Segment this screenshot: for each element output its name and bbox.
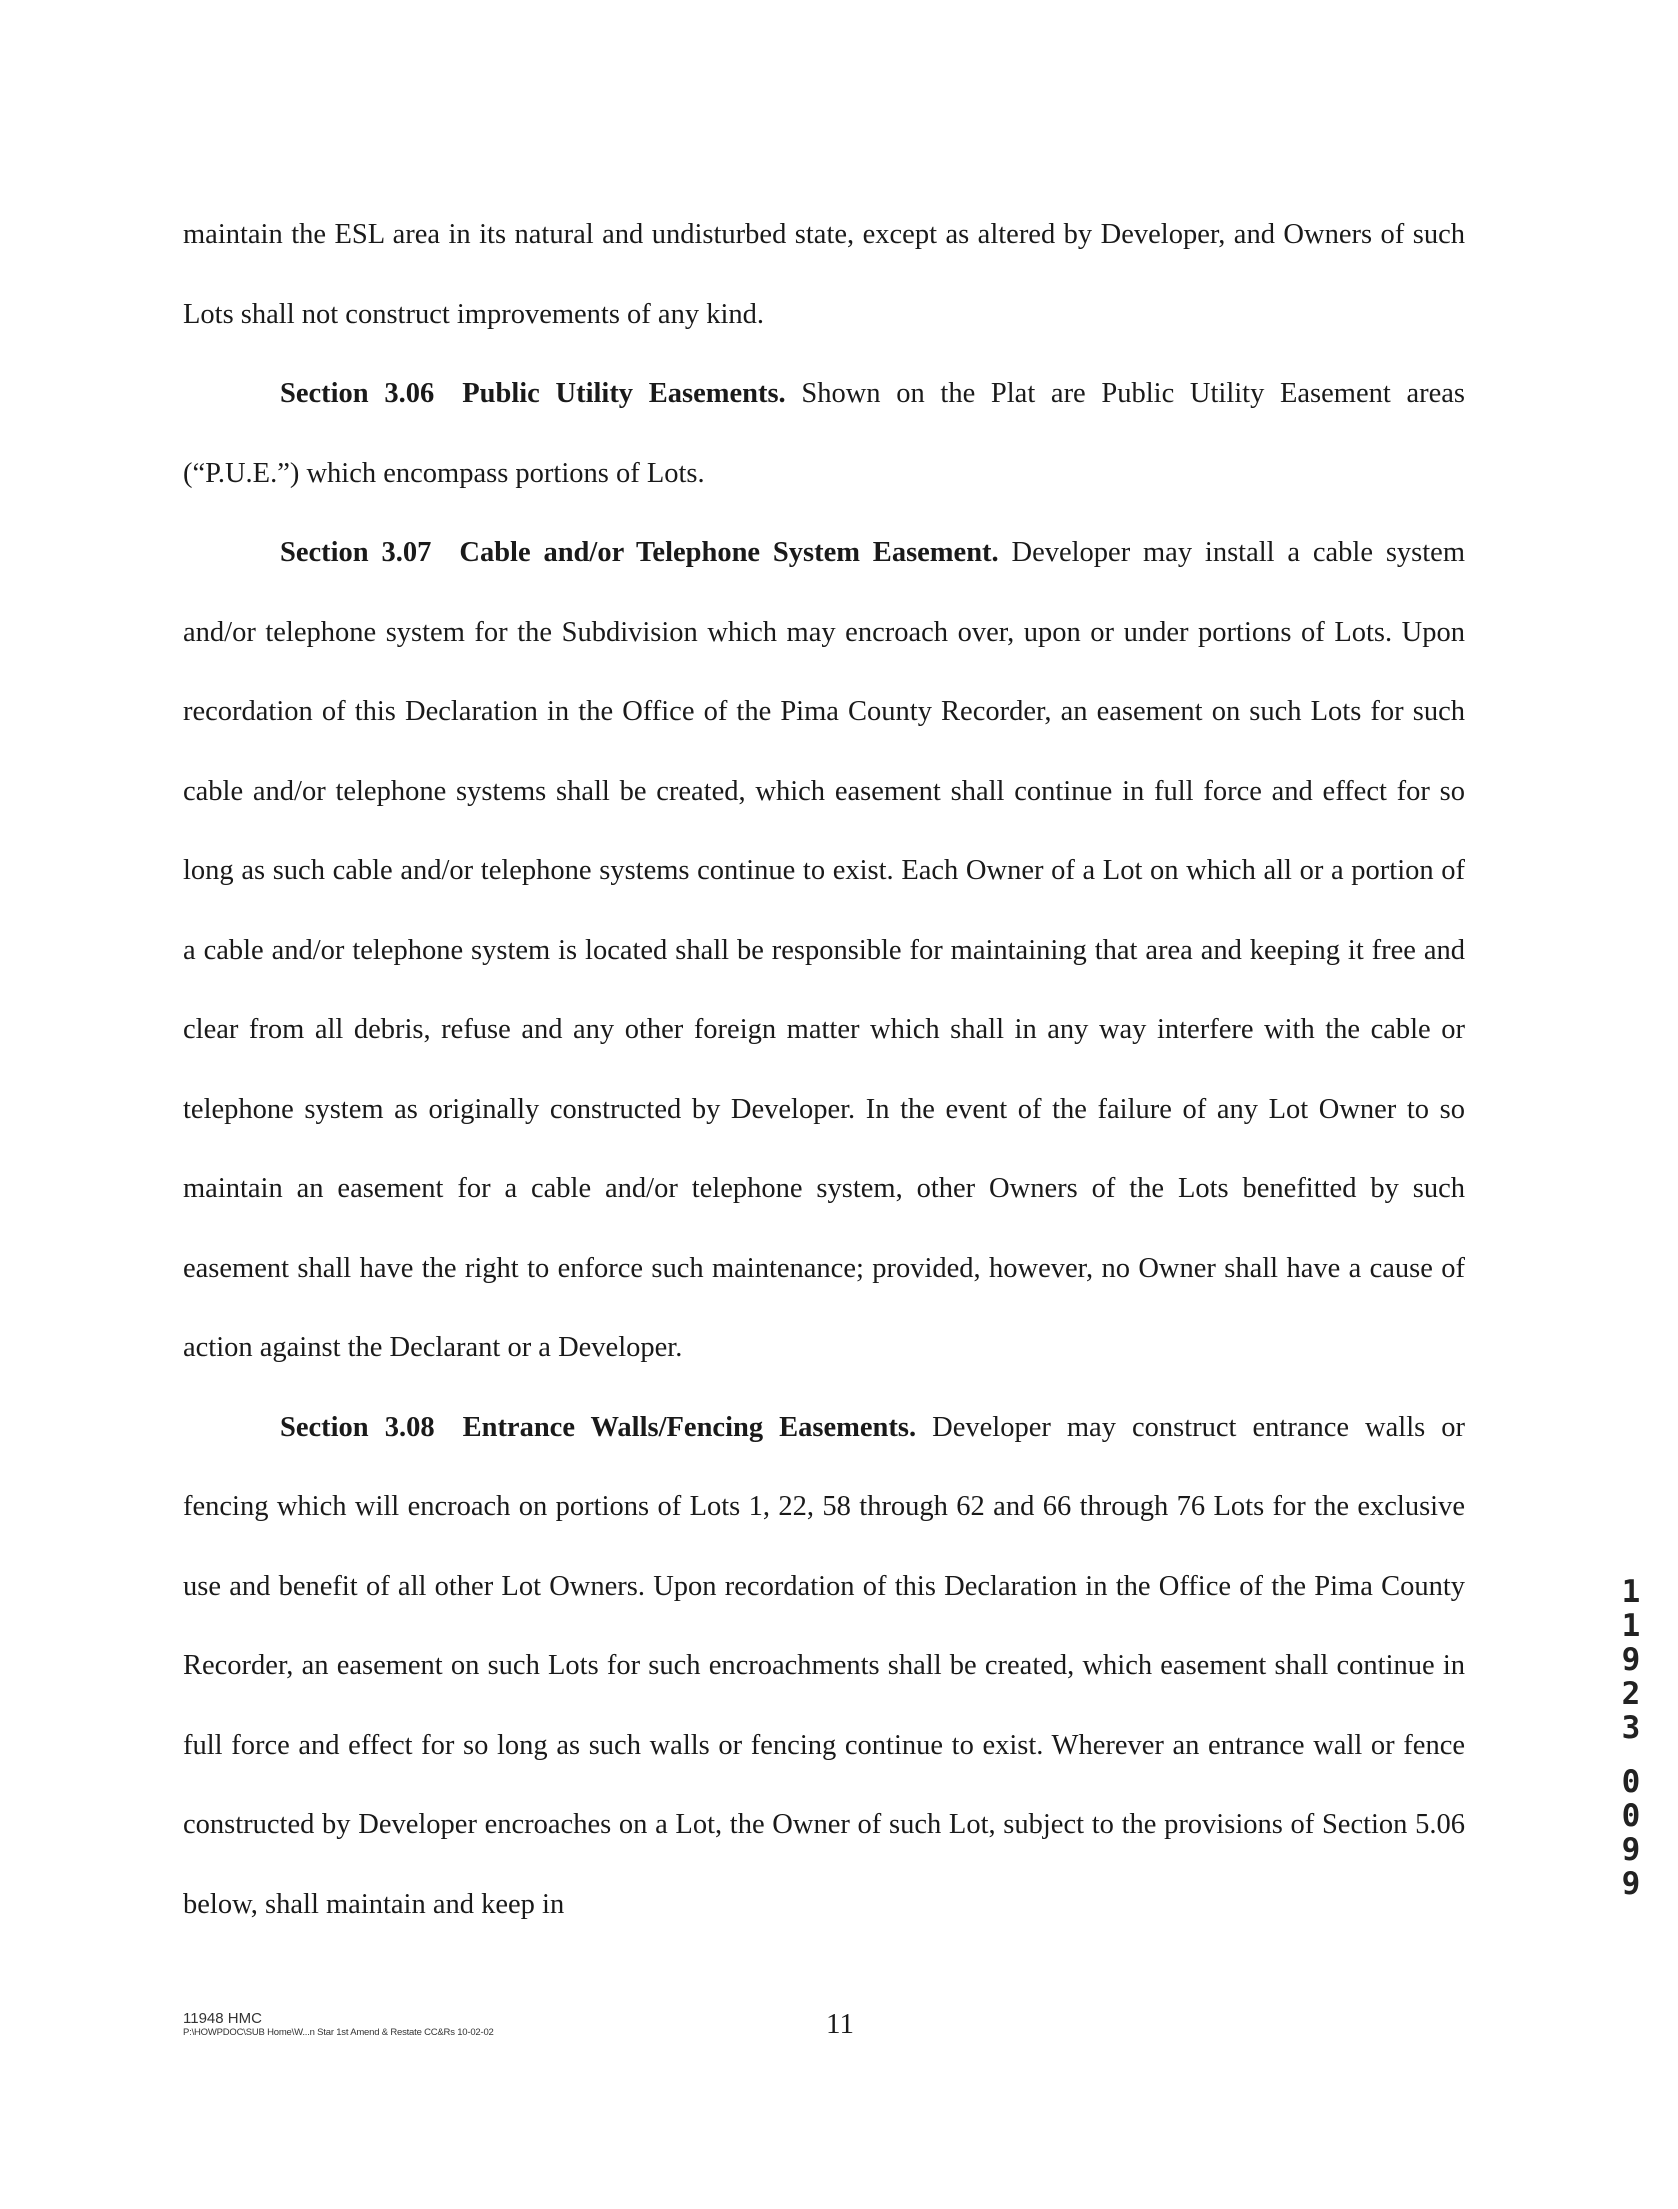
- stamp-digit: 3: [1621, 1710, 1641, 1746]
- stamp-digit: 9: [1621, 1866, 1641, 1902]
- section-title: Entrance Walls/Fencing Easements.: [462, 1411, 917, 1443]
- section-text: Shown on the Plat are Public Utility Easement areas (“P.U.E.”) which encompass portions of Lots.: [183, 378, 1465, 489]
- section-title: Cable and/or Telephone System Easement.: [459, 537, 999, 568]
- stamp-gap: [1614, 1745, 1648, 1765]
- section-3-08: [183, 1388, 1465, 1945]
- document-body: [183, 195, 1465, 1944]
- footer-file-path: P:\HOWPDOC\SUB Home\W...n Star 1st Amend & Restate CC&Rs 10-02-02: [183, 2027, 494, 2038]
- section-text: Developer may construct entrance walls or fencing which will encroach on portions of Lots 1, 22, 58 through 62 and 66 through 76 Lots for the exclusive use and benefit of all other Lot Owners. Upon recordation of this Declaration in the Office of the Pima County Recorder, an easement on such Lots for such encroachments shall be created, which easement shall continue in full force and effect for so long as such walls or fencing continue to exist. Wherever an entrance wall or fence constructed by Developer encroaches on a Lot, the Owner of such Lot, subject to the provisions of Section 5.06 below, shall maintain and keep in: [183, 1411, 1465, 1920]
- section-number: Section 3.06: [280, 378, 435, 409]
- section-title: Public Utility Easements.: [462, 378, 786, 409]
- stamp-digit: 0: [1621, 1798, 1641, 1834]
- section-3-06: [183, 354, 1465, 513]
- section-number: Section 3.08: [280, 1411, 435, 1443]
- paragraph-text: maintain the ESL area in its natural and undisturbed state, except as altered by Developer, and Owners of such Lots shall not construct improvements of any kind.: [183, 219, 1465, 330]
- stamp-digit: 9: [1621, 1832, 1641, 1868]
- section-text: Developer may install a cable system and/or telephone system for the Subdivision which may encroach over, upon or under portions of Lots. Upon recordation of this Declaration in the Office of the Pima County Recorder, an easement on such Lots for such cable and/or telephone systems shall be created, which easement shall continue in full force and effect for so long as such cable and/or telephone systems continue to exist. Each Owner of a Lot on which all or a portion of a cable and/or telephone system is located shall be responsible for maintaining that area and keeping it free and clear from all debris, refuse and any other foreign matter which shall in any way interfere with the cable or telephone system as originally constructed by Developer. In the event of the failure of any Lot Owner to so maintain an easement for a cable and/or telephone system, other Owners of the Lots benefitted by such easement shall have the right to enforce such maintenance; provided, however, no Owner shall have a cause of action against the Declarant or a Developer.: [183, 537, 1465, 1363]
- section-3-07: [183, 513, 1465, 1388]
- paragraph-esl-continuation: [183, 195, 1465, 354]
- recording-stamp: [1614, 1575, 1648, 1901]
- stamp-digit: 2: [1621, 1676, 1641, 1712]
- page-number: 11: [826, 2008, 854, 2040]
- stamp-digit: 0: [1621, 1764, 1641, 1800]
- section-number: Section 3.07: [280, 537, 432, 568]
- stamp-digit: 9: [1621, 1642, 1641, 1678]
- footer-document-code: 11948 HMC: [183, 2010, 262, 2027]
- footer-file-info: [183, 2010, 494, 2039]
- stamp-digit: 1: [1621, 1608, 1641, 1644]
- stamp-digit: 1: [1621, 1574, 1641, 1610]
